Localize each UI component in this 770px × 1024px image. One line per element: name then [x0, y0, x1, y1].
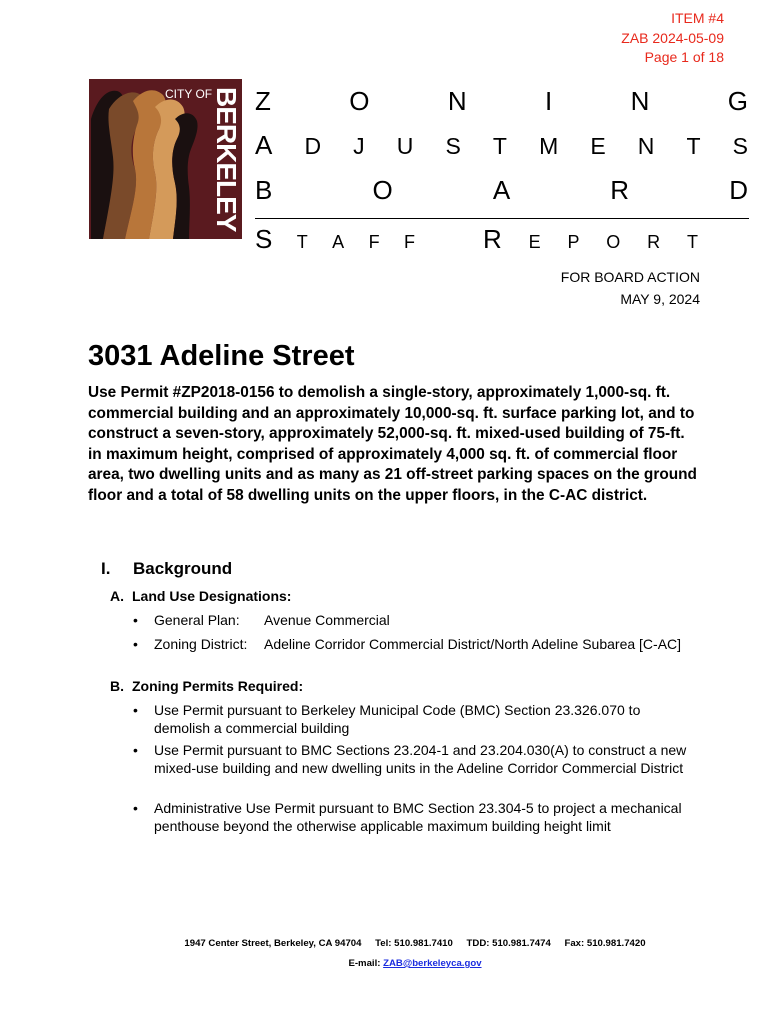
page-title: 3031 Adeline Street — [88, 340, 355, 372]
board-action-label: FOR BOARD ACTION — [560, 269, 700, 285]
list-item: • Use Permit pursuant to Berkeley Municipal Code (BMC) Section 23.326.070 to demolish a commercial building — [133, 702, 641, 736]
page-footer — [0, 938, 770, 969]
land-use-designations-heading: A. Land Use Designations: — [110, 588, 292, 604]
board-action-block — [561, 266, 700, 310]
list-item: • Zoning District: Adeline Corridor Commercial District/North Adeline Subarea [C-AC] — [133, 636, 682, 652]
page-indicator: Page 1 of 18 — [644, 49, 724, 65]
wordmark-zoning: Z O N I N G — [255, 86, 748, 116]
wordmark-staff-report — [255, 224, 698, 255]
bullet-icon: • — [133, 800, 138, 816]
list-item: • Administrative Use Permit pursuant to BMC Section 23.304-5 to project a mechanical penthouse beyond the otherwise applicable maximum building height limit — [133, 800, 682, 834]
footer-contact-line: 1947 Center Street, Berkeley, CA 94704 Tel: 510.981.7410 TDD: 510.981.7474 Fax: 510.981.7420 — [184, 938, 646, 949]
wordmark-adjustments: A D J U S T M E N T S — [255, 130, 748, 160]
item-number: ITEM #4 — [671, 10, 724, 26]
email-link[interactable]: ZAB@berkeleyca.gov — [383, 958, 482, 969]
bullet-icon: • — [133, 702, 138, 718]
list-item: • Use Permit pursuant to BMC Sections 23.204-1 and 23.204.030(A) to construct a new mixed-use building and new dwelling units in the Adeline Corridor Commercial District — [133, 742, 687, 776]
zoning-permits-required-heading: B. Zoning Permits Required: — [110, 678, 304, 694]
list-item: • General Plan: Avenue Commercial — [133, 612, 390, 628]
item-header — [621, 9, 724, 68]
wordmark-report: R E P O R T — [483, 224, 698, 254]
bullet-icon: • — [133, 612, 138, 628]
wordmark-board: B O A R D — [255, 175, 748, 205]
logo-berkeley-text: BERKELEY — [211, 87, 242, 232]
wordmark-divider — [255, 218, 749, 219]
project-description: Use Permit #ZP2018-0156 to demolish a single-story, approximately 1,000-sq. ft. commercial building and an approximately 10,000-sq. ft. surface parking lot, and to construct a seven-story, approximately 52,000-sq. ft. mixed-used building of 75-ft. in maximum height, comprised of approximately 4,000 sq. ft. of commercial floor area, two dwelling units and as many as 21 off-street parking spaces on the ground floor and a total of 58 dwelling units on the upper floors, in the C-AC district. — [88, 384, 697, 504]
section-background-heading: I. Background — [101, 559, 233, 578]
meeting-date: MAY 9, 2024 — [620, 291, 700, 307]
bullet-icon: • — [133, 636, 138, 652]
footer-email-line: E-mail: ZAB@berkeleyca.gov — [348, 958, 482, 969]
city-of-berkeley-logo — [89, 79, 242, 239]
bullet-icon: • — [133, 742, 138, 758]
logo-city-of-text: CITY OF — [165, 87, 213, 101]
wordmark-staff: S T A F F — [255, 224, 415, 254]
zab-meeting-id: ZAB 2024-05-09 — [621, 29, 724, 46]
